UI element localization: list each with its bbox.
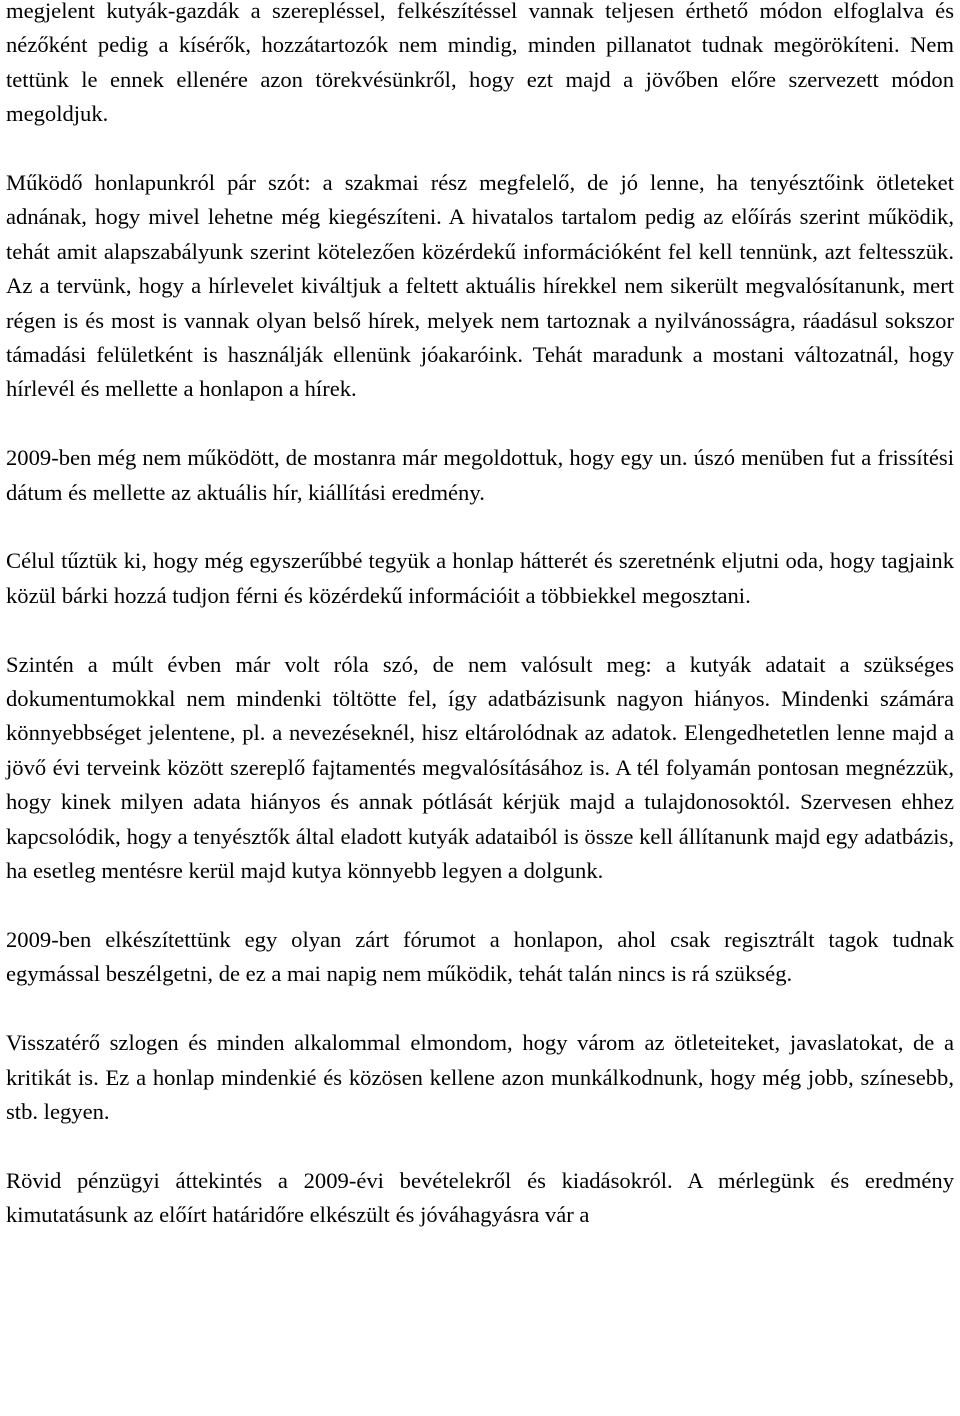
paragraph-closed-forum: 2009-ben elkészítettünk egy olyan zárt fórumot a honlapon, ahol csak regisztrált tagok tudnak egymással beszélgetni, de ez a mai napig nem működik, tehát talán nincs is rá szükség. bbox=[6, 926, 954, 987]
paragraph-ideas-request: Visszatérő szlogen és minden alkalommal elmondom, hogy várom az ötleteiteket, javaslatokat, de a kritikát is. Ez a honlap mindenkié és közösen kellene azon munkálkodnunk, hogy még jobb, színesebb, stb. legyen. bbox=[6, 1030, 954, 1124]
paragraph-photo-coverage: megjelent kutyák-gazdák a szerepléssel, felkészítéssel vannak teljesen érthető módon elfoglalva és nézőként pedig a kísérők, hozzátartozók nem mindig, minden pillanatot tudnak megörökíteni. Nem tettünk le ennek ellenére azon törekvésünkről, hogy ezt majd a jövőben előre szervezett módon megoldjuk. bbox=[6, 0, 954, 127]
paragraph-floating-menu: 2009-ben még nem működött, de mostanra már megoldottuk, hogy egy un. úszó menüben fut a frissítési dátum és mellette az aktuális hír, kiállítási eredmény. bbox=[6, 445, 954, 505]
paragraph-dog-database: Szintén a múlt évben már volt róla szó, de nem valósult meg: a kutyák adatait a szükséges dokumentumokkal nem mindenki töltötte fel, így adatbázisunk nagyon hiányos. Mindenki számára könnyebbséget jelentene, pl. a nevezéseknél, hisz eltárolódnak az adatok. Elengedhetetlen lenne majd a jövő évi terveink között szereplő fajtamentés megvalósításához is. A tél folyamán pontosan megnézzük, hogy kinek milyen adata hiányos és annak pótlását kérjük majd a tulajdonosoktól. Szervesen ehhez kapcsolódik, hogy a tenyésztők által eladott kutyák adataiból is össze kell állítanunk majd egy adatbázis, ha esetleg mentésre kerül majd kutya könnyebb legyen a dolgunk. bbox=[6, 651, 954, 884]
paragraph-website-goals: Célul tűztük ki, hogy még egyszerűbbé tegyük a honlap hátterét és szeretnénk eljutni oda, hogy tagjaink közül bárki hozzá tudjon férni és közérdekű információit a többiekkel megosztani. bbox=[6, 548, 954, 608]
paragraph-website-overview: Működő honlapunkról pár szót: a szakmai rész megfelelő, de jó lenne, ha tenyésztőink ötleteket adnának, hogy mivel lehetne még kiegészíteni. A hivatalos tartalom pedig az előírás szerint működik, tehát amit alapszabályunk szerint kötelezően közérdekű információként fel kell tennünk, azt feltesszük. Az a tervünk, hogy a hírlevelet kiváltjuk a feltett aktuális hírekkel nem sikerült megvalósítanunk, mert régen is és most is vannak olyan belső hírek, melyek nem tartoznak a nyilvánosságra, ráadásul sokszor támadási felületként is használják ellenünk jóakaróink. Tehát maradunk a mostani változatnál, hogy hírlevél és mellette a honlapon a hírek. bbox=[6, 170, 954, 402]
paragraph-financial-overview: Rövid pénzügyi áttekintés a 2009-évi bevételekről és kiadásokról. A mérlegünk és eredmény kimutatásunk az előírt határidőre elkészült és jóváhagyásra vár a bbox=[6, 1167, 954, 1228]
document-page bbox=[6, 0, 954, 1233]
